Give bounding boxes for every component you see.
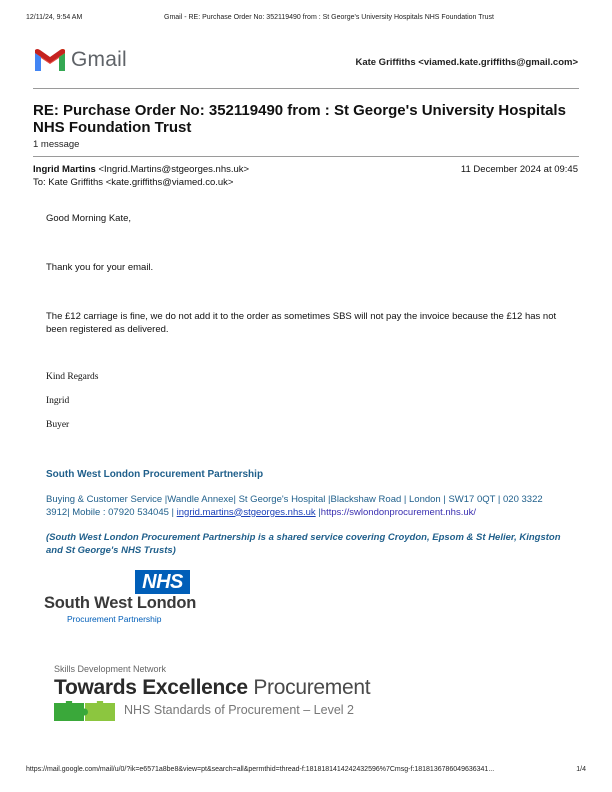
- te-title-bold: Towards Excellence: [54, 676, 248, 699]
- email-signoff-name: Ingrid: [46, 396, 70, 406]
- print-title: Gmail - RE: Purchase Order No: 352119490 from : St George's University Hospitals NHS Foundation Trust: [164, 14, 494, 21]
- from-name: Ingrid Martins: [33, 164, 96, 175]
- header-divider: [33, 88, 579, 89]
- te-network-text: Skills Development Network: [54, 664, 167, 674]
- print-page-number: 1/4: [576, 766, 586, 773]
- gmail-logo[interactable]: [33, 47, 143, 75]
- nhs-badge: NHS: [135, 570, 190, 594]
- email-thanks: Thank you for your email.: [46, 262, 154, 273]
- email-signoff-role: Buyer: [46, 420, 70, 430]
- from-email: <Ingrid.Martins@stgeorges.nhs.uk>: [98, 164, 250, 175]
- signature-web-link[interactable]: https://swlondonprocurement.nhs.uk/: [320, 506, 477, 518]
- signature-contact: [46, 494, 566, 519]
- te-standard-text: NHS Standards of Procurement – Level 2: [124, 703, 354, 717]
- signature-address: Buying & Customer Service |Wandle Annexe| St George's Hospital |Blackshaw Road | London | SW17 0QT | 020 3322 3912| Mobile : 07920 534045 |: [46, 494, 543, 518]
- account-label: Kate Griffiths <viamed.kate.griffiths@gmail.com>: [355, 57, 578, 68]
- email-greeting: Good Morning Kate,: [46, 213, 132, 224]
- te-title: [54, 676, 370, 700]
- email-paragraph: The £12 carriage is fine, we do not add it to the order as sometimes SBS will not pay the invoice because the £12 has not been registered as delivered.: [46, 311, 557, 335]
- signature-email-link[interactable]: ingrid.martins@stgeorges.nhs.uk: [176, 506, 316, 518]
- email-to: To: Kate Griffiths <kate.griffiths@viamed.co.uk>: [33, 177, 234, 188]
- print-datetime: 12/11/24, 9:54 AM: [26, 14, 83, 21]
- email-closing: Kind Regards: [46, 372, 99, 382]
- gmail-m-icon: [33, 47, 67, 73]
- nhs-sub-text: Procurement Partnership: [67, 614, 162, 624]
- email-from: [33, 164, 249, 175]
- signature-separator: |: [315, 506, 321, 518]
- te-title-light: Procurement: [247, 676, 371, 699]
- email-date: 11 December 2024 at 09:45: [460, 164, 578, 175]
- email-subject: RE: Purchase Order No: 352119490 from : St George's University Hospitals NHS Foundation Trust: [33, 102, 566, 136]
- puzzle-pieces-icon: [54, 701, 116, 721]
- gmail-logo-text: Gmail: [71, 48, 127, 71]
- signature-org: South West London Procurement Partnership: [46, 469, 264, 480]
- message-count: 1 message: [33, 139, 80, 150]
- signature-disclaimer: (South West London Procurement Partnership is a shared service covering Croydon, Epsom & St Helier, Kingston and St George's NHS Trusts): [46, 532, 561, 556]
- nhs-region-text: South West London: [44, 594, 197, 612]
- print-url: https://mail.google.com/mail/u/0/?ik=e6571a8be8&view=pt&search=all&permthid=thread-f:1818181414242432596%7Cmsg-f:1818136786049636341...: [26, 766, 495, 773]
- subject-divider: [33, 156, 579, 157]
